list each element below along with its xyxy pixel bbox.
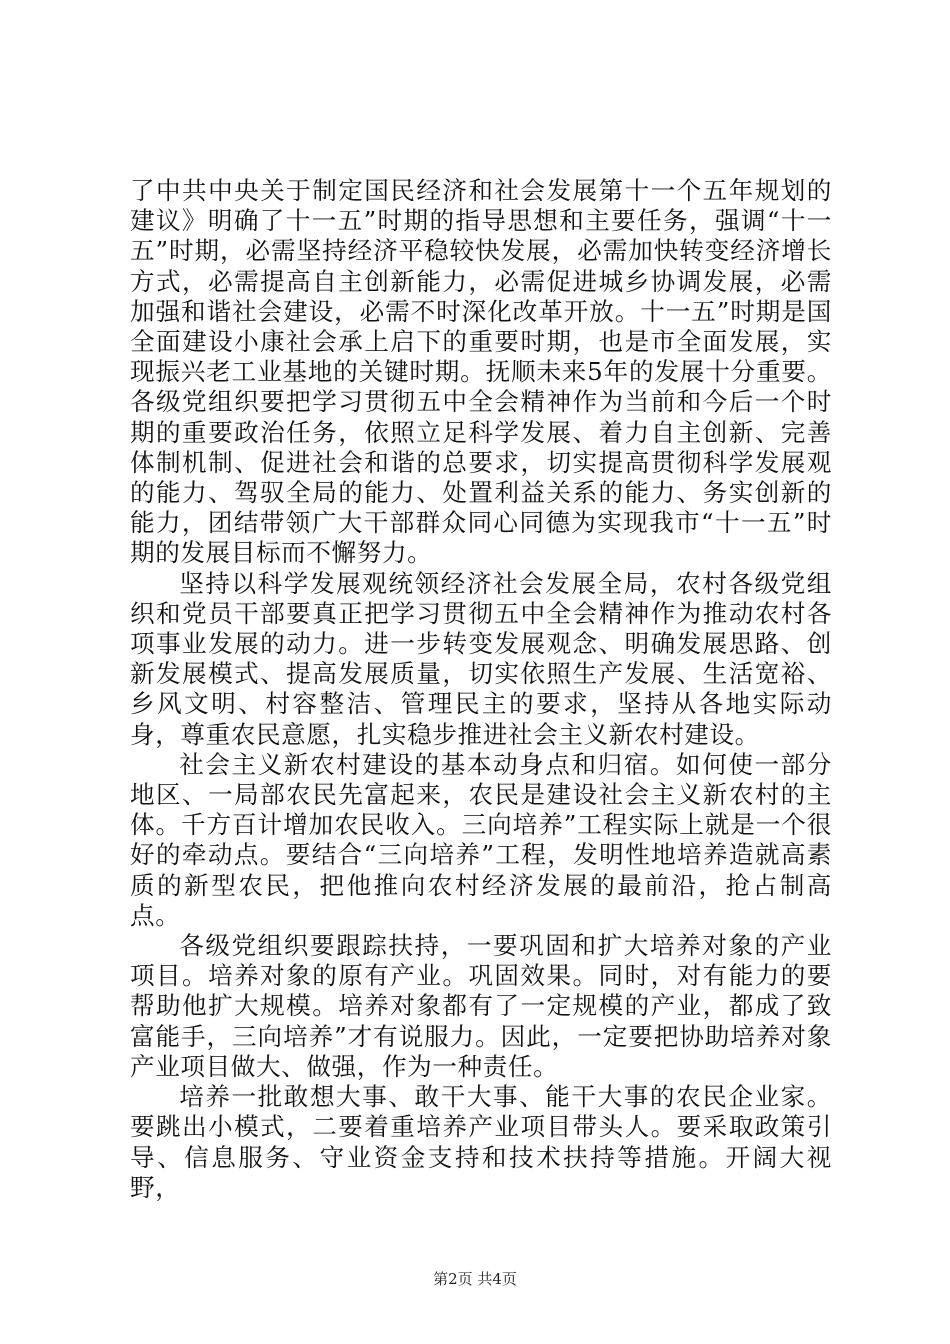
paragraph-4: 各级党组织要跟踪扶持，一要巩固和扩大培养对象的产业项目。培养对象的原有产业。巩固效果。同时，对有能力的要帮助他扩大规模。培养对象都有了一定规模的产业，都成了致富能手，三向培养”才有说服力。因此，一定要把协助培养对象产业项目做大、做强，作为一种责任。 — [130, 931, 832, 1081]
paragraph-1: 了中共中央关于制定国民经济和社会发展第十一个五年规划的建议》明确了十一五”时期的指导思想和主要任务，强调“十一五”时期，必需坚持经济平稳较快发展，必需加快转变经济增长方式，必需提高自主创新能力，必需促进城乡协调发展，必需加强和谐社会建设，必需不时深化改革开放。十一五”时期是国全面建设小康社会承上启下的重要时期，也是市全面发展，实现振兴老工业基地的关键时期。抚顺未来5年的发展十分重要。各级党组织要把学习贯彻五中全会精神作为当前和今后一个时期的重要政治任务，依照立足科学发展、着力自主创新、完善体制机制、促进社会和谐的总要求，切实提高贯彻科学发展观的能力、驾驭全局的能力、处置利益关系的能力、务实创新的能力，团结带领广大干部群众同心同德为实现我市“十一五”时期的发展目标而不懈努力。 — [130, 176, 832, 568]
document-body — [130, 176, 832, 1203]
paragraph-3: 社会主义新农村建设的基本动身点和归宿。如何使一部分地区、一局部农民先富起来，农民是建设社会主义新农村的主体。千方百计增加农民收入。三向培养”工程实际上就是一个很好的牵动点。要结合“三向培养”工程，发明性地培养造就高素质的新型农民，把他推向农村经济发展的最前沿，抢占制高点。 — [130, 749, 832, 930]
page-footer: 第2页 共4页 — [433, 1270, 517, 1288]
paragraph-5: 培养一批敢想大事、敢干大事、能干大事的农民企业家。要跳出小模式，二要着重培养产业项目带头人。要采取政策引导、信息服务、守业资金支持和技术扶持等措施。开阔大视野， — [130, 1082, 832, 1202]
paragraph-2: 坚持以科学发展观统领经济社会发展全局，农村各级党组织和党员干部要真正把学习贯彻五中全会精神作为推动农村各项事业发展的动力。进一步转变发展观念、明确发展思路、创新发展模式、提高发展质量，切实依照生产发展、生活宽裕、乡风文明、村容整洁、管理民主的要求，坚持从各地实际动身，尊重农民意愿，扎实稳步推进社会主义新农村建设。 — [130, 568, 832, 749]
